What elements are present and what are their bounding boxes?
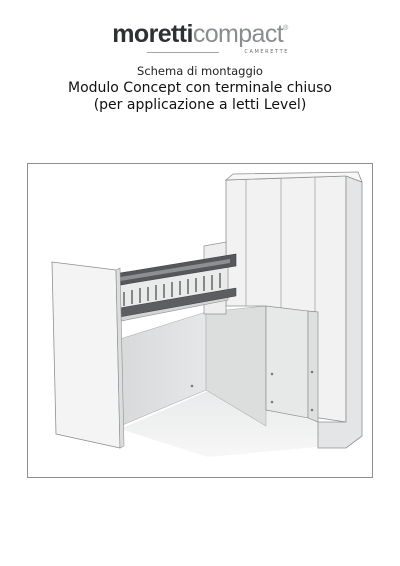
cabinet-screw xyxy=(271,401,274,404)
logo-wordmark-bold: moretti xyxy=(112,20,193,48)
cabinet-screw xyxy=(311,409,314,412)
logo-tagline-wrap xyxy=(111,50,289,55)
lower-cabinet-right xyxy=(308,311,318,422)
logo-wordmark xyxy=(112,20,287,48)
cabinet-screw xyxy=(311,371,314,374)
document-title-line-2: (per applicazione a letti Level) xyxy=(93,97,307,113)
cabinet-screw xyxy=(271,373,274,376)
brand-logo xyxy=(0,22,400,55)
logo-trademark: ® xyxy=(283,25,288,32)
product-illustration-frame xyxy=(27,163,373,478)
logo-tagline: CAMERETTE xyxy=(244,49,289,55)
document-title xyxy=(0,80,400,114)
furniture-module-illustration xyxy=(28,164,373,478)
left-side-panel-front xyxy=(52,262,120,448)
cabinet-screw xyxy=(191,385,194,388)
document-subtitle: Schema di montaggio xyxy=(137,64,263,78)
document-title-line-1: Modulo Concept con terminale chiuso xyxy=(68,80,332,96)
logo-wordmark-light: compact xyxy=(192,20,284,48)
logo-tagline-rule xyxy=(147,52,219,53)
